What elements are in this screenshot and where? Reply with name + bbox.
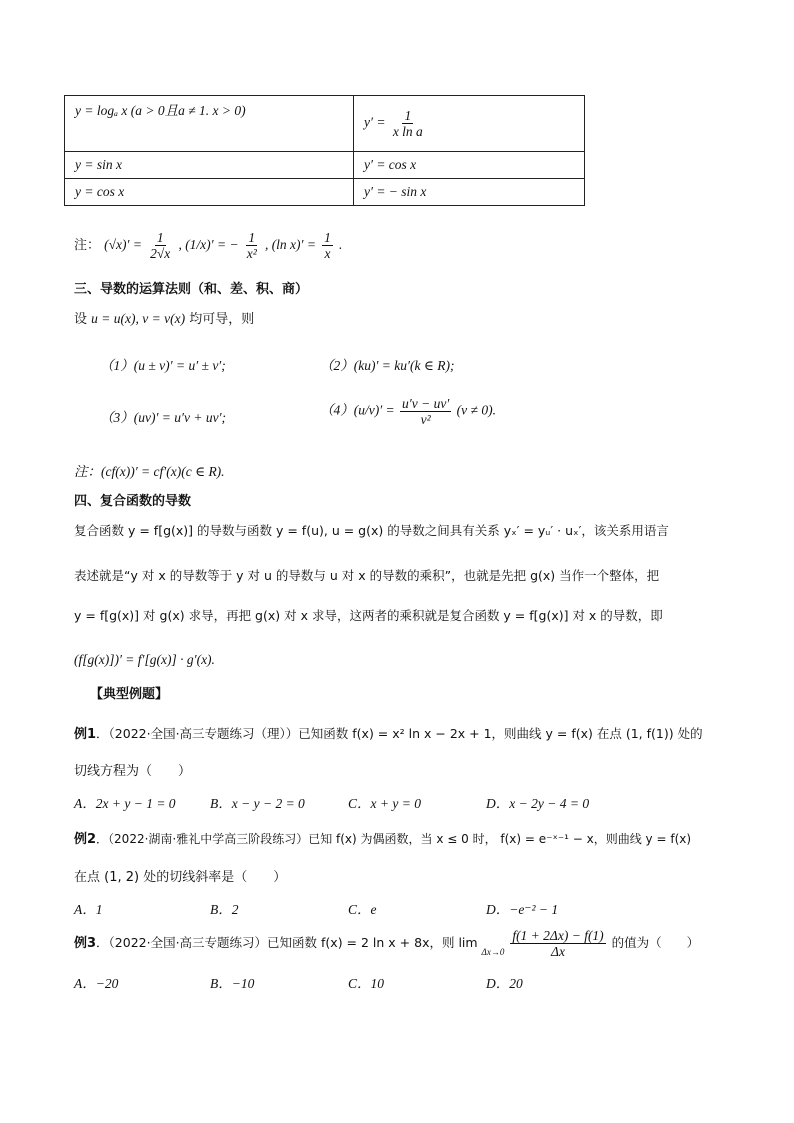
section-title: 四、复合函数的导数: [74, 494, 192, 509]
frac-numerator: 1: [248, 230, 256, 245]
table-cell-func: y = logₐ x (a > 0且a ≠ 1. x > 0): [65, 96, 354, 152]
intro-text: 设: [74, 312, 88, 327]
option-a: A．2x + y − 1 = 0: [74, 796, 176, 811]
example-2: [74, 828, 691, 847]
examples-title: 【典型例题】: [90, 687, 169, 702]
table-cell-deriv: y′ = − sin x: [354, 179, 585, 206]
note-basic-derivatives: [74, 230, 342, 261]
frac-denominator: x²: [246, 246, 257, 261]
section-intro: [74, 308, 254, 327]
section-title: 三、导数的运算法则（和、差、积、商）: [74, 282, 309, 297]
fraction: [400, 396, 451, 427]
table-cell-deriv: y′ = cos x: [354, 152, 585, 179]
example-text: ．（2022·湖南·雅礼中学高三阶段练习）已知 f(x) 为偶函数，当 x ≤ 0 时， f(x) = e⁻ˣ⁻¹ − x，则曲线 y = f(x): [96, 832, 692, 846]
example-label: 例2: [74, 832, 97, 847]
frac-numerator: f(1 + 2Δx) − f(1): [512, 928, 604, 943]
option-c: C．x + y = 0: [348, 796, 421, 811]
note-end: .: [339, 237, 343, 252]
option-c: C．10: [348, 976, 385, 991]
example-1: [74, 723, 703, 742]
example-text: ．（2022·全国·高三专题练习）已知函数 f(x) = 2 ln x + 8x，则 lim: [96, 935, 478, 950]
derivative-table: [64, 95, 585, 206]
frac-denominator: Δx: [551, 944, 565, 959]
frac-denominator: x ln a: [392, 124, 423, 139]
rule-prefix: （4）(u/v)′ =: [320, 402, 395, 418]
limit-subscript: Δx→0: [481, 947, 505, 957]
note-scalar-rule: 注：(cf(x))′ = cf′(x)(c ∈ R).: [74, 464, 225, 479]
option-b: B．x − y − 2 = 0: [210, 796, 305, 811]
paragraph-line: 表述就是“y 对 x 的导数等于 y 对 u 的导数与 u 对 x 的导数的乘积”，也就是先把 g(x) 当作一个整体，把: [74, 568, 660, 583]
frac-denominator: 2√x: [150, 246, 171, 261]
example-text: 的值为（ ）: [611, 935, 700, 950]
option-d: D．−e⁻² − 1: [486, 902, 559, 917]
option-a: A．−20: [74, 976, 119, 991]
fraction: [391, 108, 425, 139]
table-cell-func: y = cos x: [65, 179, 354, 206]
frac-numerator: 1: [324, 230, 331, 245]
frac-denominator: v²: [420, 412, 431, 427]
paragraph-line: 复合函数 y = f[g(x)] 的导数与函数 y = f(u), u = g(x) 的导数之间具有关系 yₓ′ = yᵤ′ · uₓ′，该关系用语言: [74, 523, 669, 538]
rule-product: （3）(uv)′ = u′v + uv′;: [100, 410, 227, 425]
note-part: (√x)′ =: [104, 237, 142, 252]
formula-chain-rule: (f[g(x)])′ = f′[g(x)] · g′(x).: [74, 652, 215, 667]
rule-scalar: （2）(ku)′ = ku′(k ∈ R);: [320, 358, 455, 373]
intro-text: 均可导，则: [189, 312, 255, 327]
deriv-prefix: y′ =: [364, 114, 386, 130]
option-b: B．−10: [210, 976, 255, 991]
option-a: A．1: [74, 902, 103, 917]
paragraph-line: y = f[g(x)] 对 g(x) 求导，再把 g(x) 对 x 求导，这两者的乘积就是复合函数 y = f[g(x)] 对 x 的导数，即: [74, 608, 663, 623]
intro-math: u = u(x), v = v(x): [91, 311, 186, 326]
rule-suffix: (v ≠ 0).: [456, 402, 496, 418]
example-3: [74, 928, 699, 959]
fraction: [322, 230, 333, 261]
table-row: [65, 179, 585, 206]
frac-numerator: 1: [156, 230, 164, 245]
table-cell-deriv: [354, 96, 585, 152]
fraction: [245, 230, 259, 261]
example-text: 在点 (1, 2) 处的切线斜率是（ ）: [74, 870, 287, 885]
rule-quotient: [320, 396, 496, 427]
example-label: 例1: [74, 727, 97, 742]
fraction: [148, 230, 172, 261]
option-b: B．2: [210, 902, 239, 917]
note-part: , (ln x)′ =: [264, 237, 316, 252]
frac-denominator: x: [324, 246, 331, 261]
example-label: 例3: [74, 936, 97, 951]
option-d: D．20: [486, 976, 523, 991]
note-part: , (1/x)′ = −: [178, 237, 239, 252]
option-d: D．x − 2y − 4 = 0: [486, 796, 590, 811]
fraction: [510, 928, 605, 959]
example-text: 切线方程为（ ）: [74, 764, 192, 779]
table-row: [65, 96, 585, 152]
example-text: ．（2022·全国·高三专题练习（理））已知函数 f(x) = x² ln x − 2x + 1，则曲线 y = f(x) 在点 (1, f(1)) 处的: [96, 726, 703, 741]
rule-sum: （1）(u ± v)′ = u′ ± v′;: [100, 358, 226, 373]
frac-numerator: 1: [404, 108, 412, 123]
option-c: C．e: [348, 902, 377, 917]
frac-numerator: u′v − uv′: [402, 396, 450, 411]
table-row: [65, 152, 585, 179]
table-cell-func: y = sin x: [65, 152, 354, 179]
note-prefix: 注：: [74, 238, 101, 253]
